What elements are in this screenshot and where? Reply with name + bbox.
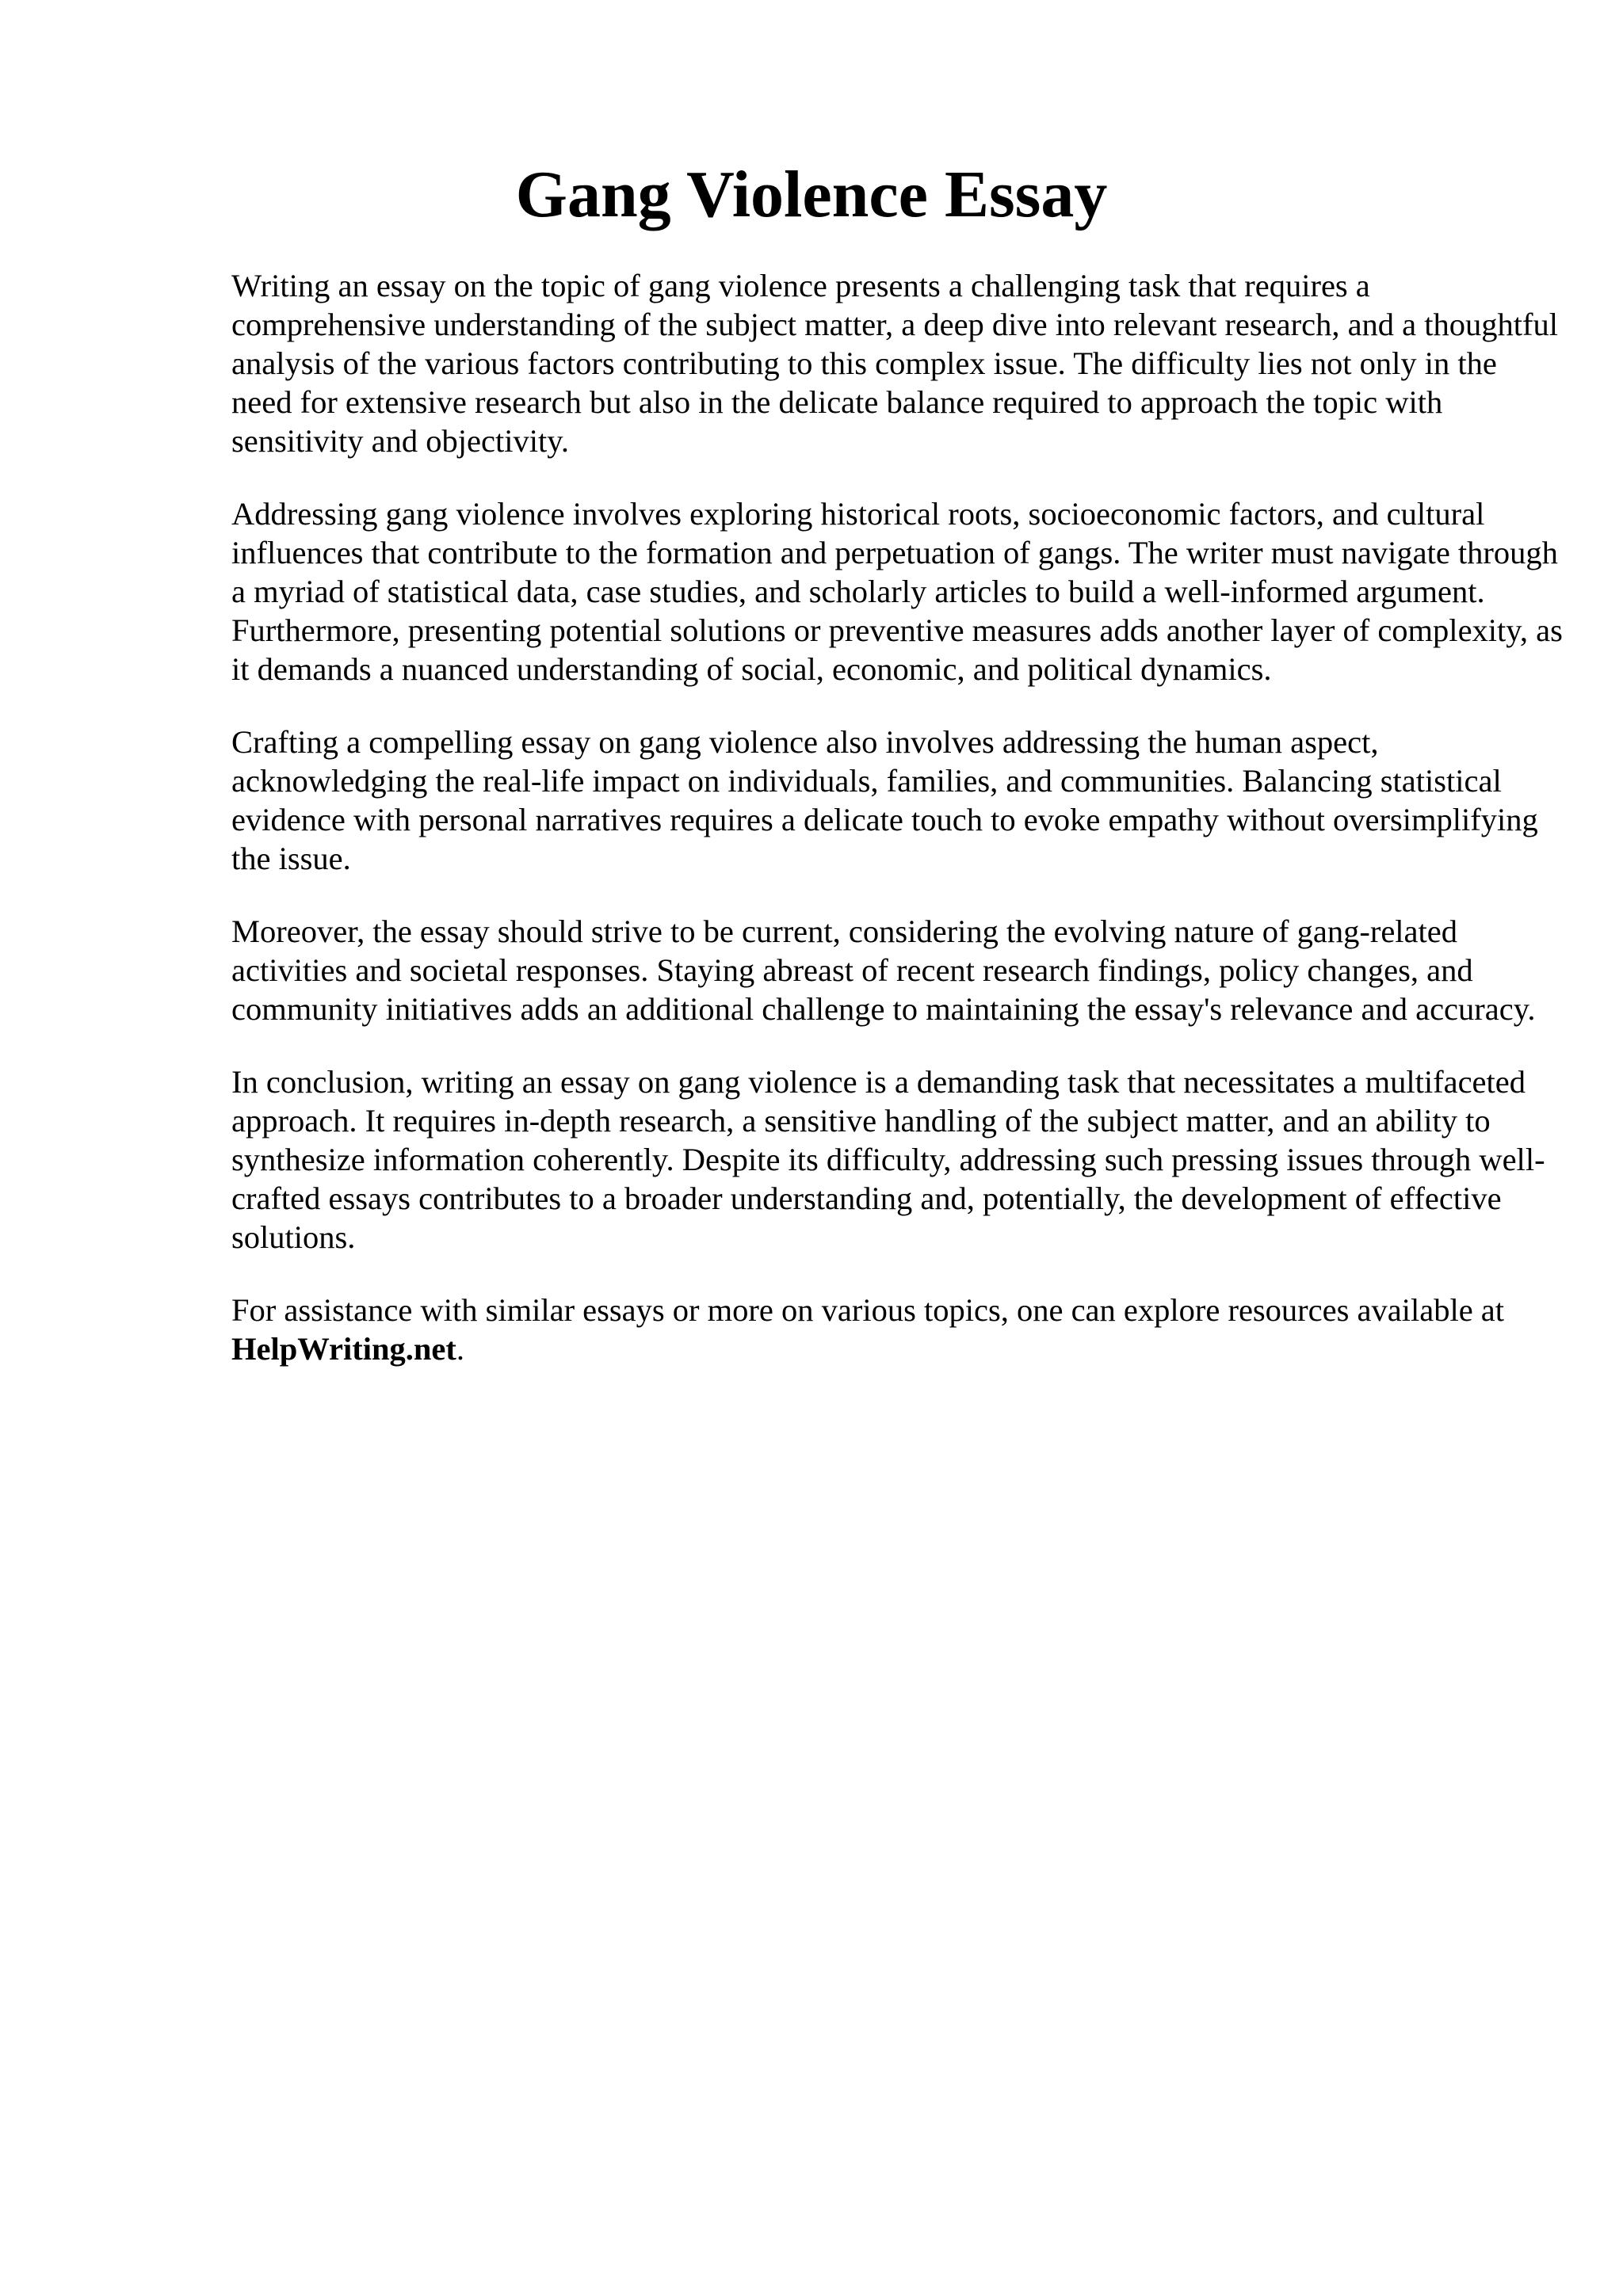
brand-name: HelpWriting.net xyxy=(231,1331,456,1367)
document-title: Gang Violence Essay xyxy=(515,158,1108,231)
paragraph-2: Addressing gang violence involves exploring historical roots, socioeconomic factors, and cultural influences that contribute to the formation and perpetuation of gangs. The writer must navigate through a myriad of statistical data, case studies, and scholarly articles to build a well-informed argument. Furthermore, presenting potential solutions or preventive measures adds another layer of complexity, as it demands a nuanced understanding of social, economic, and political dynamics. xyxy=(231,496,1563,687)
closing-paragraph xyxy=(231,1291,1579,1368)
document-body xyxy=(231,266,1563,1402)
paragraph-1: Writing an essay on the topic of gang violence presents a challenging task that requires a comprehensive understanding of the subject matter, a deep dive into relevant research, and a thoughtful analysis of the various factors contributing to this complex issue. The difficulty lies not only in the need for extensive research but also in the delicate balance required to approach the topic with sensitivity and objectivity. xyxy=(231,268,1559,459)
paragraph-3: Crafting a compelling essay on gang violence also involves addressing the human aspect, acknowledging the real-life impact on individuals, families, and communities. Balancing statistical evidence with personal narratives requires a delicate touch to evoke empathy without oversimplifying the issue. xyxy=(231,724,1538,876)
paragraph-4: Moreover, the essay should strive to be current, considering the evolving nature of gang-related activities and societal responses. Staying abreast of recent research findings, policy changes, and community initiatives adds an additional challenge to maintaining the essay's relevance and accuracy. xyxy=(231,913,1536,1027)
closing-period: . xyxy=(456,1331,465,1367)
paragraph-5: In conclusion, writing an essay on gang violence is a demanding task that necessitates a multifaceted approach. It requires in-depth research, a sensitive handling of the subject matter, and an ability to synthesize information coherently. Despite its difficulty, addressing such pressing issues through well-crafted essays contributes to a broader understanding and, potentially, the development of effective solutions. xyxy=(231,1064,1545,1255)
closing-text: For assistance with similar essays or more on various topics, one can explore resources available at xyxy=(231,1292,1505,1328)
